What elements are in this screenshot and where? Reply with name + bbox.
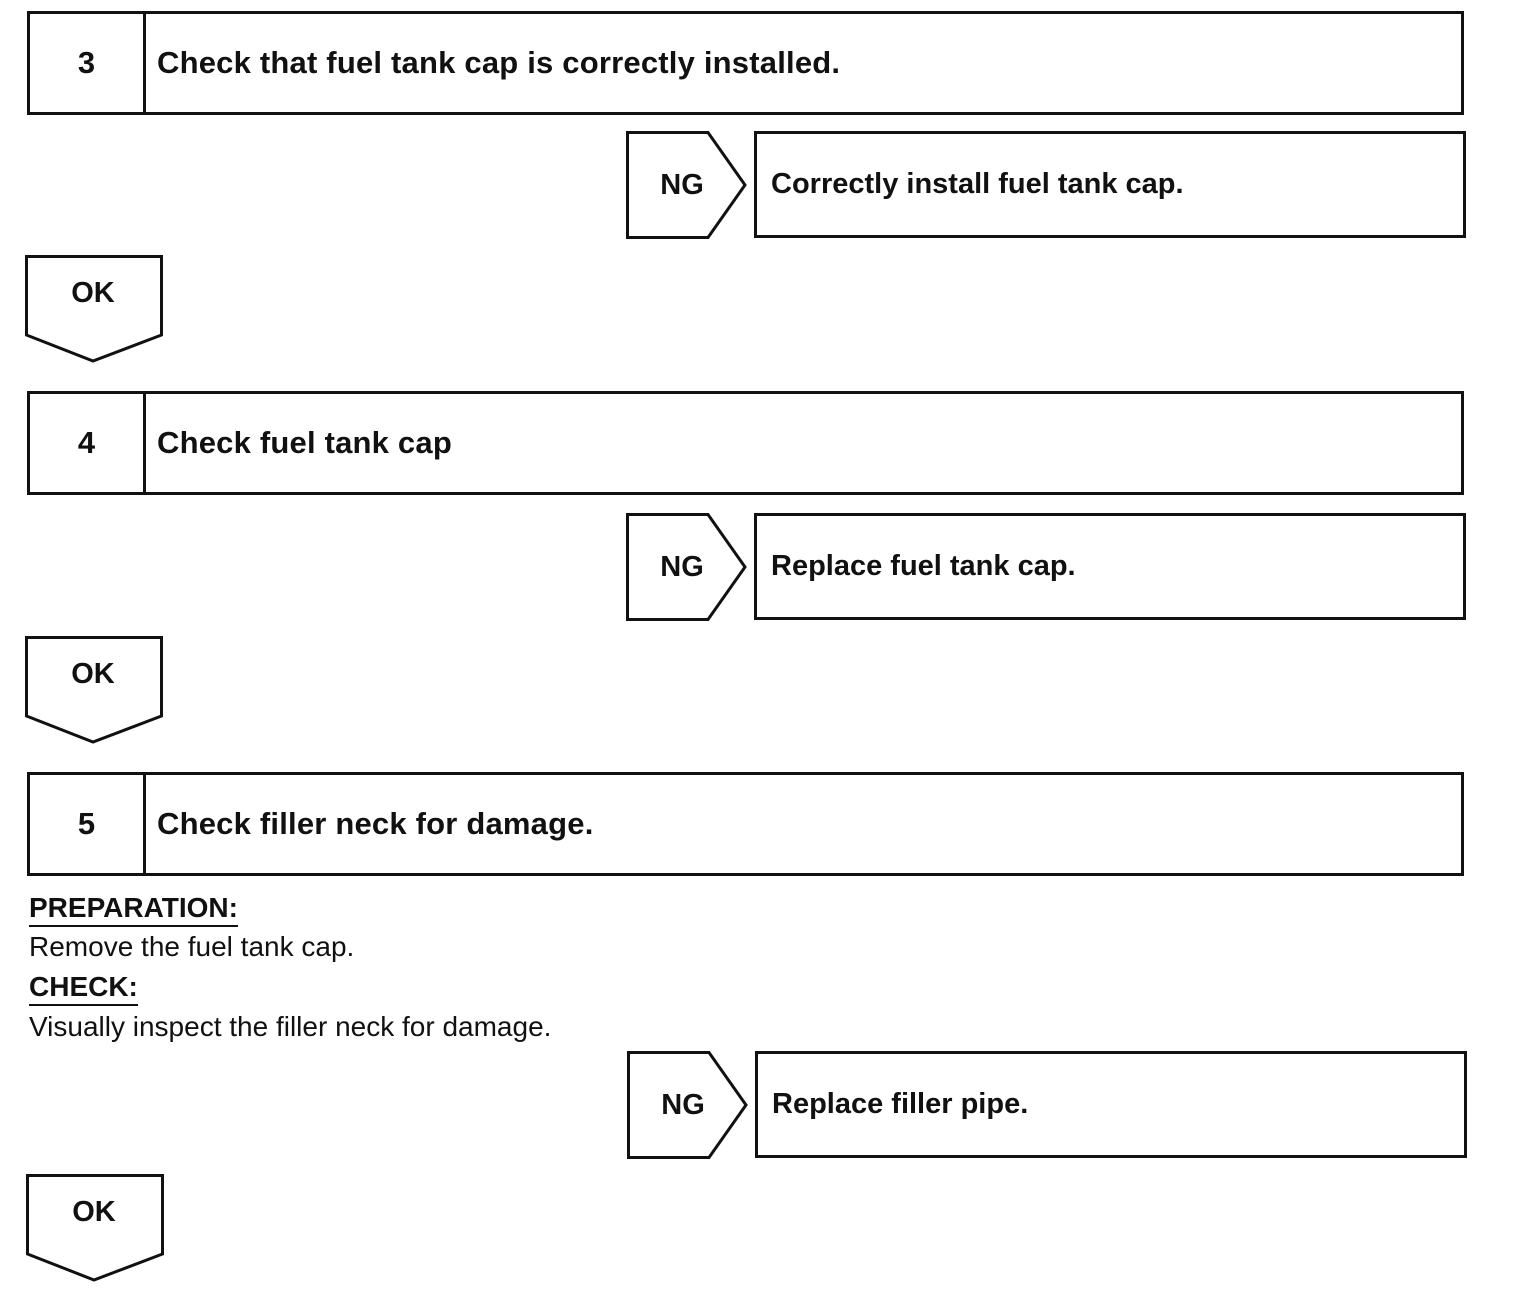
step-number: 3: [30, 14, 146, 112]
step-number: 5: [30, 775, 146, 873]
check-text: Visually inspect the filler neck for damage.: [29, 1011, 552, 1042]
step-3-box: [27, 11, 1464, 115]
ng-label: NG: [660, 550, 704, 583]
ok-label: OK: [71, 277, 115, 309]
ng-action-box: Correctly install fuel tank cap.: [754, 131, 1466, 238]
ng-tag: [627, 1051, 749, 1159]
ok-label: OK: [72, 1196, 116, 1228]
ng-action-box: Replace filler pipe.: [755, 1051, 1467, 1158]
ok-arrow-icon: [26, 1174, 166, 1284]
step-title: Check that fuel tank cap is correctly installed.: [157, 45, 841, 80]
ok-tag: [25, 636, 165, 746]
preparation-text: Remove the fuel tank cap.: [29, 931, 355, 962]
preparation-heading: PREPARATION:: [29, 892, 238, 927]
ok-label: OK: [71, 658, 115, 690]
step-title: Check fuel tank cap: [157, 425, 452, 460]
ok-arrow-icon: [25, 255, 165, 365]
step-number: 4: [30, 394, 146, 492]
step-4-box: [27, 391, 1464, 495]
ng-label: NG: [660, 168, 704, 201]
ng-tag: [626, 513, 748, 621]
ok-tag: [25, 255, 165, 365]
ng-action-box: Replace fuel tank cap.: [754, 513, 1466, 620]
ok-arrow-icon: [25, 636, 165, 746]
ng-label: NG: [661, 1088, 705, 1121]
check-heading: CHECK:: [29, 971, 138, 1006]
ok-tag: [26, 1174, 166, 1284]
step-title: Check filler neck for damage.: [157, 806, 594, 841]
ng-tag: [626, 131, 748, 239]
step-5-box: [27, 772, 1464, 876]
